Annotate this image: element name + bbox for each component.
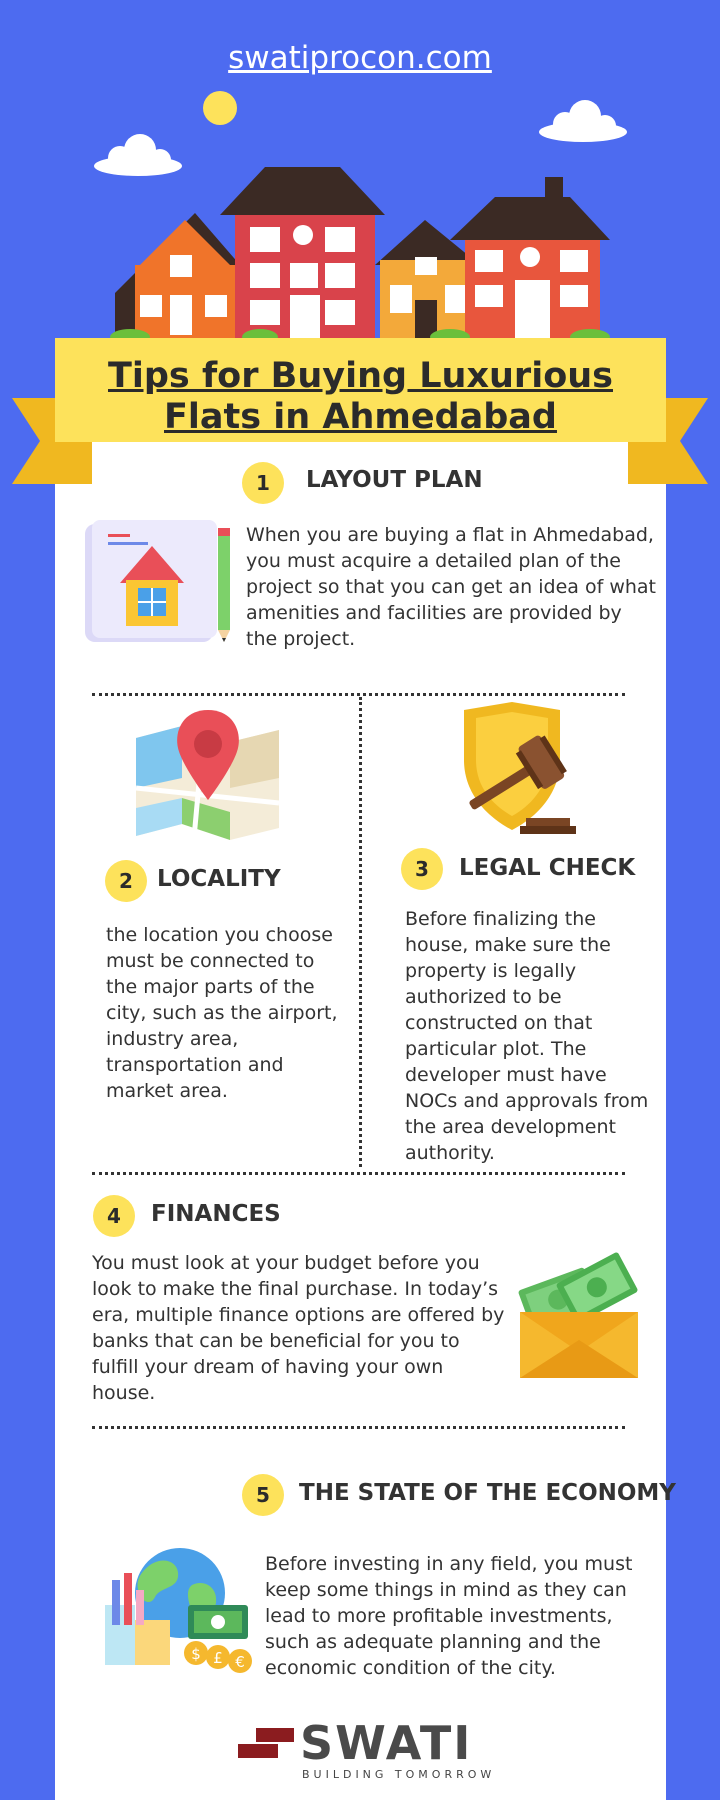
divider-3	[92, 1426, 625, 1429]
divider-1	[92, 693, 625, 696]
page-title-line-1: Tips for Buying Luxurious	[108, 356, 613, 396]
svg-text:€: €	[235, 1653, 245, 1671]
divider-2	[92, 1172, 625, 1175]
map-pin-icon	[134, 708, 284, 843]
house-blueprint-icon	[80, 518, 240, 648]
swati-logo-word: SWATI	[300, 1716, 473, 1770]
section-2-title: LOCALITY	[157, 866, 281, 892]
site-url-link[interactable]: swatiprocon.com	[228, 40, 492, 76]
cloud-icon-right	[539, 100, 627, 142]
houses-illustration	[110, 165, 610, 340]
section-2-number-badge: 2	[105, 860, 147, 902]
section-4-number-badge: 4	[93, 1195, 135, 1237]
section-3-number-badge: 3	[401, 848, 443, 890]
section-3-text: Before finalizing the house, make sure the property is legally authorized to be constructed on that particular plot. The developer must have NOCs and approvals from the area development authority.	[405, 908, 649, 1164]
section-1-number-badge: 1	[242, 462, 284, 504]
swati-logo-mark-icon	[238, 1728, 294, 1764]
section-1-text: When you are buying a flat in Ahmedabad, you must acquire a detailed plan of the project so that you can get an idea of what amenities and facilities are provided by the project.	[246, 524, 656, 650]
svg-text:$: $	[191, 1645, 201, 1663]
swati-logo-tagline: BUILDING TOMORROW	[302, 1768, 496, 1781]
section-2-text: the location you choose must be connected to the major parts of the city, such as the airport, industry area, transportation and market area.	[106, 924, 338, 1102]
page-title-line-2: Flats in Ahmedabad	[164, 397, 557, 437]
svg-text:£: £	[213, 1649, 223, 1667]
section-5-text: Before investing in any field, you must keep some things in mind as they can lead to more profitable investments, such as adequate planning and the economic condition of the city.	[265, 1553, 633, 1679]
section-4-text: You must look at your budget before you look to make the final purchase. In today’s era, multiple finance options are offered by banks that can be beneficial for you to fulfill your dream of having your own house.	[92, 1252, 505, 1404]
section-3-title: LEGAL CHECK	[459, 855, 636, 881]
divider-vertical	[359, 697, 362, 1167]
page-title	[55, 356, 666, 438]
globe-economy-icon	[100, 1545, 260, 1680]
gavel-shield-icon	[440, 700, 585, 840]
sun-icon	[203, 91, 237, 125]
section-1-title: LAYOUT PLAN	[306, 467, 483, 493]
money-envelope-icon	[515, 1252, 650, 1382]
section-5-number-badge: 5	[242, 1474, 284, 1516]
section-5-title: THE STATE OF THE ECONOMY	[299, 1480, 676, 1506]
section-4-title: FINANCES	[151, 1201, 281, 1227]
